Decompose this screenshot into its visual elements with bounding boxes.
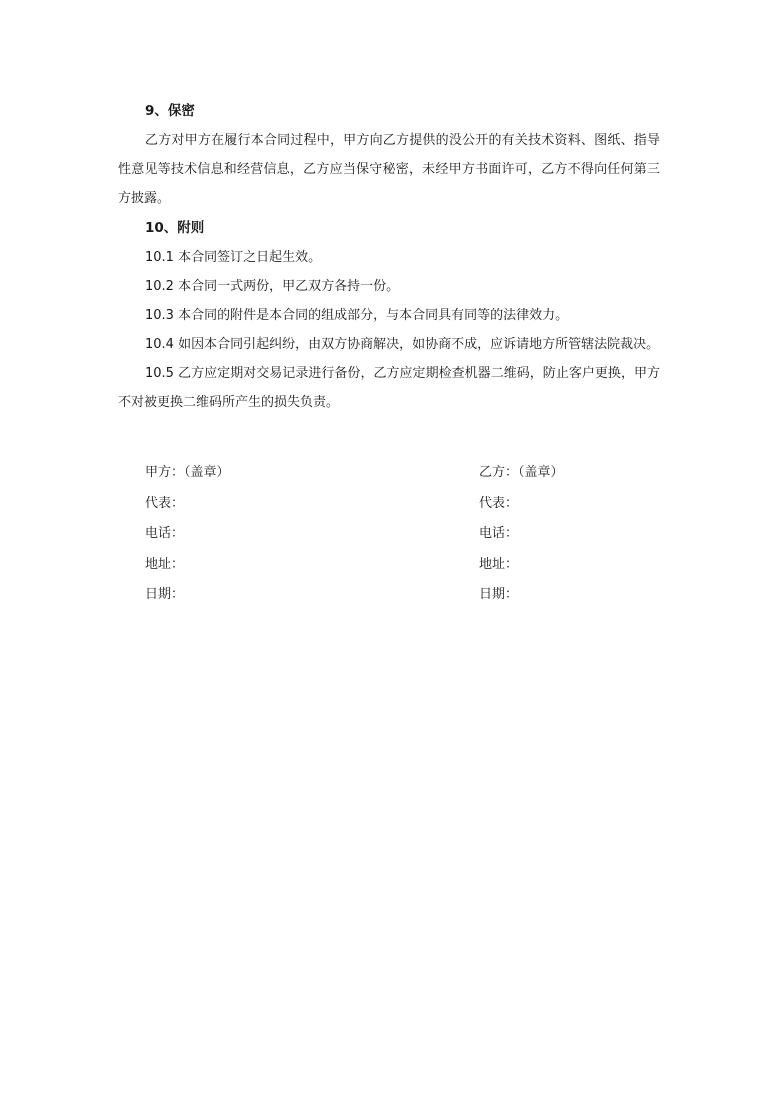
clause-10-2 [118,272,660,301]
party-b-date: 日期： [479,587,519,602]
section-9-heading: 9、保密 [145,103,195,119]
clause-number: 10.3 [145,308,174,323]
party-a-signature [145,458,230,611]
clause-text: 如因本合同引起纠纷，由双方协商解决，如协商不成，应诉请地方所管辖法院裁决。 [173,337,660,352]
clause-10-1 [118,243,660,272]
party-b-representative: 代表： [479,495,519,511]
party-a-date: 日期： [145,587,185,602]
contract-body [118,96,660,417]
clause-number: 10.5 [145,366,174,381]
party-a-address: 地址： [145,556,185,572]
party-b-signature [479,458,564,611]
section-9-paragraph: 乙方对甲方在履行本合同过程中，甲方向乙方提供的没公开的有关技术资料、图纸、指导性意见等技术信息和经营信息，乙方应当保守秘密，未经甲方书面许可，乙方不得向任何第三方披露。 [118,133,660,206]
clause-10-3 [118,301,660,330]
clause-text: 乙方应定期对交易记录进行备份，乙方应定期检查机器二维码，防止客户更换，甲方不对被更换二维码所产生的损失负责。 [118,366,660,410]
party-a-representative: 代表： [145,495,185,511]
party-b-phone: 电话： [479,526,519,541]
clause-text: 本合同签订之日起生效。 [173,250,322,265]
clause-text: 本合同的附件是本合同的组成部分，与本合同具有同等的法律效力。 [173,308,569,323]
party-b-title: 乙方：（盖章） [479,465,564,480]
clause-10-4 [118,330,660,359]
clause-number: 10.1 [145,250,174,265]
clause-number: 10.4 [145,337,174,352]
section-10-heading: 10、附则 [145,220,205,236]
clause-number: 10.2 [145,279,174,294]
party-a-phone: 电话： [145,526,185,541]
party-a-title: 甲方：（盖章） [145,465,230,480]
clause-text: 本合同一式两份，甲乙双方各持一份。 [173,279,400,294]
clause-10-5 [118,359,660,417]
party-b-address: 地址： [479,556,519,572]
